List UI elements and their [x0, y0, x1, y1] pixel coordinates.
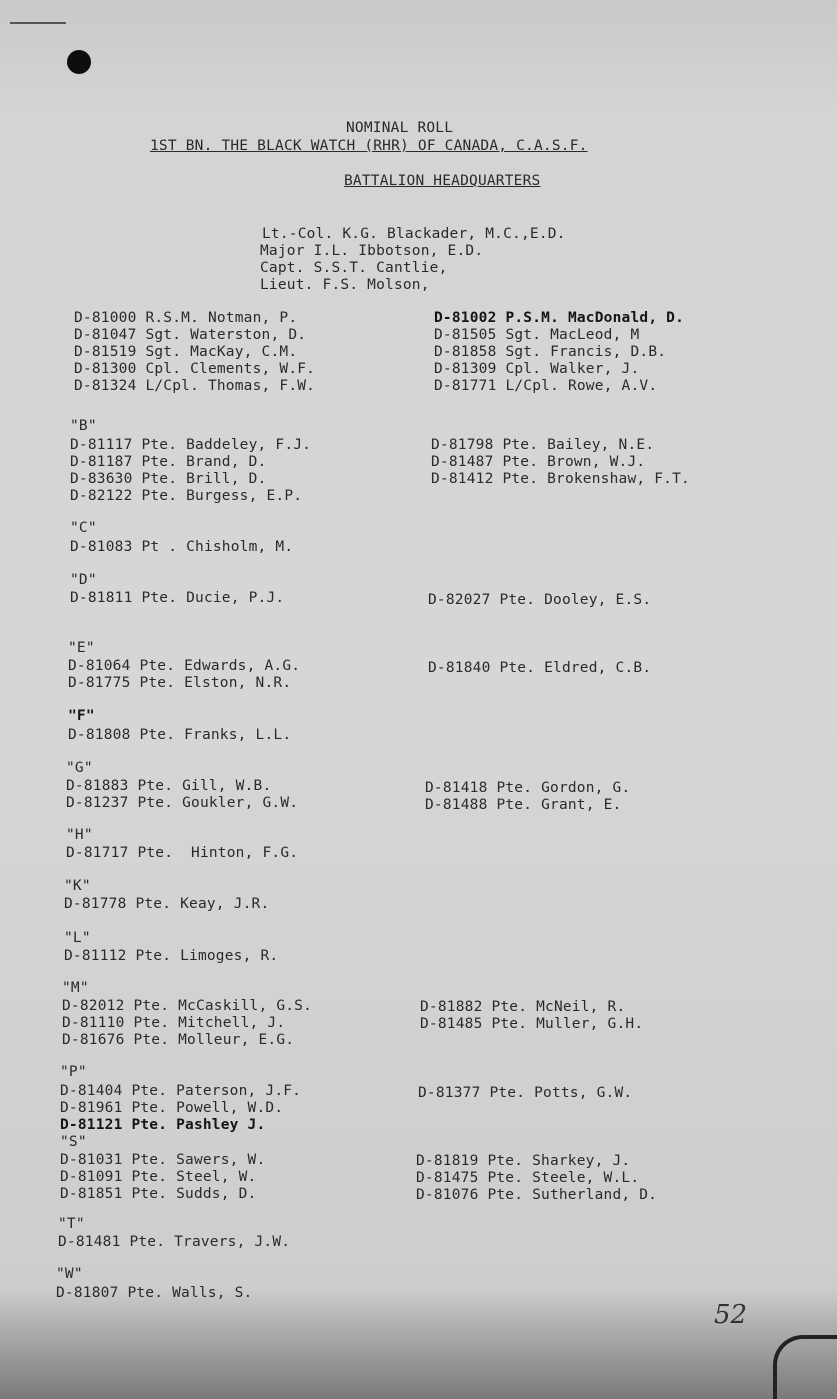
roll-entry: D-81418 Pte. Gordon, G. — [425, 780, 631, 796]
group-label: "H" — [66, 827, 93, 843]
roll-entry: D-81031 Pte. Sawers, W. — [60, 1152, 266, 1168]
doc-title: NOMINAL ROLL — [346, 120, 454, 136]
roll-entry: D-81811 Pte. Ducie, P.J. — [70, 590, 285, 606]
group-label: "K" — [64, 878, 91, 894]
roll-entry: D-81778 Pte. Keay, J.R. — [64, 896, 270, 912]
group-label: "W" — [56, 1266, 83, 1282]
group-label: "G" — [66, 760, 93, 776]
roll-entry: D-81091 Pte. Steel, W. — [60, 1169, 257, 1185]
roll-entry: D-81488 Pte. Grant, E. — [425, 797, 622, 813]
roll-entry: D-82122 Pte. Burgess, E.P. — [70, 488, 303, 504]
roll-entry: D-81487 Pte. Brown, W.J. — [431, 454, 646, 470]
roll-entry: D-81404 Pte. Paterson, J.F. — [60, 1083, 302, 1099]
roll-entry: D-81505 Sgt. MacLeod, M — [434, 327, 640, 343]
roll-entry: D-81475 Pte. Steele, W.L. — [416, 1170, 640, 1186]
roll-entry: D-81961 Pte. Powell, W.D. — [60, 1100, 284, 1116]
group-label: "B" — [70, 418, 97, 434]
roll-entry: D-81485 Pte. Muller, G.H. — [420, 1016, 644, 1032]
group-label: "T" — [58, 1216, 85, 1232]
officer-line: Lieut. F.S. Molson, — [260, 277, 430, 293]
roll-entry: D-81807 Pte. Walls, S. — [56, 1285, 253, 1301]
group-label: "P" — [60, 1064, 87, 1080]
group-label: "C" — [70, 520, 97, 536]
group-label: "L" — [64, 930, 91, 946]
roll-entry: D-81676 Pte. Molleur, E.G. — [62, 1032, 295, 1048]
punch-hole — [67, 50, 91, 74]
roll-entry: D-81000 R.S.M. Notman, P. — [74, 310, 298, 326]
roll-entry: D-81481 Pte. Travers, J.W. — [58, 1234, 291, 1250]
page-corner-curl — [773, 1335, 837, 1399]
roll-entry: D-81808 Pte. Franks, L.L. — [68, 727, 292, 743]
roll-entry: D-82027 Pte. Dooley, E.S. — [428, 592, 652, 608]
roll-entry: D-81112 Pte. Limoges, R. — [64, 948, 279, 964]
roll-entry: D-81882 Pte. McNeil, R. — [420, 999, 626, 1015]
roll-entry: D-81300 Cpl. Clements, W.F. — [74, 361, 316, 377]
stray-mark — [10, 22, 66, 24]
roll-entry: D-81324 L/Cpl. Thomas, F.W. — [74, 378, 316, 394]
handwritten-page-number: 52 — [714, 1300, 748, 1330]
roll-entry: D-81083 Pt . Chisholm, M. — [70, 539, 294, 555]
roll-entry: D-81840 Pte. Eldred, C.B. — [428, 660, 652, 676]
roll-entry: D-81076 Pte. Sutherland, D. — [416, 1187, 658, 1203]
roll-entry: D-82012 Pte. McCaskill, G.S. — [62, 998, 313, 1014]
roll-entry: D-81117 Pte. Baddeley, F.J. — [70, 437, 312, 453]
roll-entry: D-81110 Pte. Mitchell, J. — [62, 1015, 286, 1031]
officer-line: Lt.-Col. K.G. Blackader, M.C.,E.D. — [262, 226, 566, 242]
roll-entry: D-81002 P.S.M. MacDonald, D. — [434, 310, 685, 326]
roll-entry: D-81187 Pte. Brand, D. — [70, 454, 267, 470]
group-label: "D" — [70, 572, 97, 588]
group-label: "F" — [68, 708, 95, 724]
roll-entry: D-81775 Pte. Elston, N.R. — [68, 675, 292, 691]
roll-entry: D-81883 Pte. Gill, W.B. — [66, 778, 272, 794]
roll-entry: D-81851 Pte. Sudds, D. — [60, 1186, 257, 1202]
roll-entry: D-83630 Pte. Brill, D. — [70, 471, 267, 487]
roll-entry: D-81047 Sgt. Waterston, D. — [74, 327, 307, 343]
roll-entry: D-81771 L/Cpl. Rowe, A.V. — [434, 378, 658, 394]
officer-line: Capt. S.S.T. Cantlie, — [260, 260, 448, 276]
unit-title: 1ST BN. THE BLACK WATCH (RHR) OF CANADA, C.A.S.F. — [150, 138, 588, 154]
roll-entry: D-81121 Pte. Pashley J. — [60, 1117, 266, 1133]
section-title: BATTALION HEADQUARTERS — [344, 173, 541, 189]
group-label: "M" — [62, 980, 89, 996]
roll-entry: D-81519 Sgt. MacKay, C.M. — [74, 344, 298, 360]
roll-entry: D-81412 Pte. Brokenshaw, F.T. — [431, 471, 690, 487]
roll-entry: D-81377 Pte. Potts, G.W. — [418, 1085, 633, 1101]
officer-line: Major I.L. Ibbotson, E.D. — [260, 243, 484, 259]
roll-entry: D-81858 Sgt. Francis, D.B. — [434, 344, 667, 360]
roll-entry: D-81064 Pte. Edwards, A.G. — [68, 658, 301, 674]
group-label: "S" — [60, 1134, 87, 1150]
roll-entry: D-81819 Pte. Sharkey, J. — [416, 1153, 631, 1169]
roll-entry: D-81237 Pte. Goukler, G.W. — [66, 795, 299, 811]
roll-entry: D-81309 Cpl. Walker, J. — [434, 361, 640, 377]
roll-entry: D-81717 Pte. Hinton, F.G. — [66, 845, 299, 861]
roll-entry: D-81798 Pte. Bailey, N.E. — [431, 437, 655, 453]
group-label: "E" — [68, 640, 95, 656]
